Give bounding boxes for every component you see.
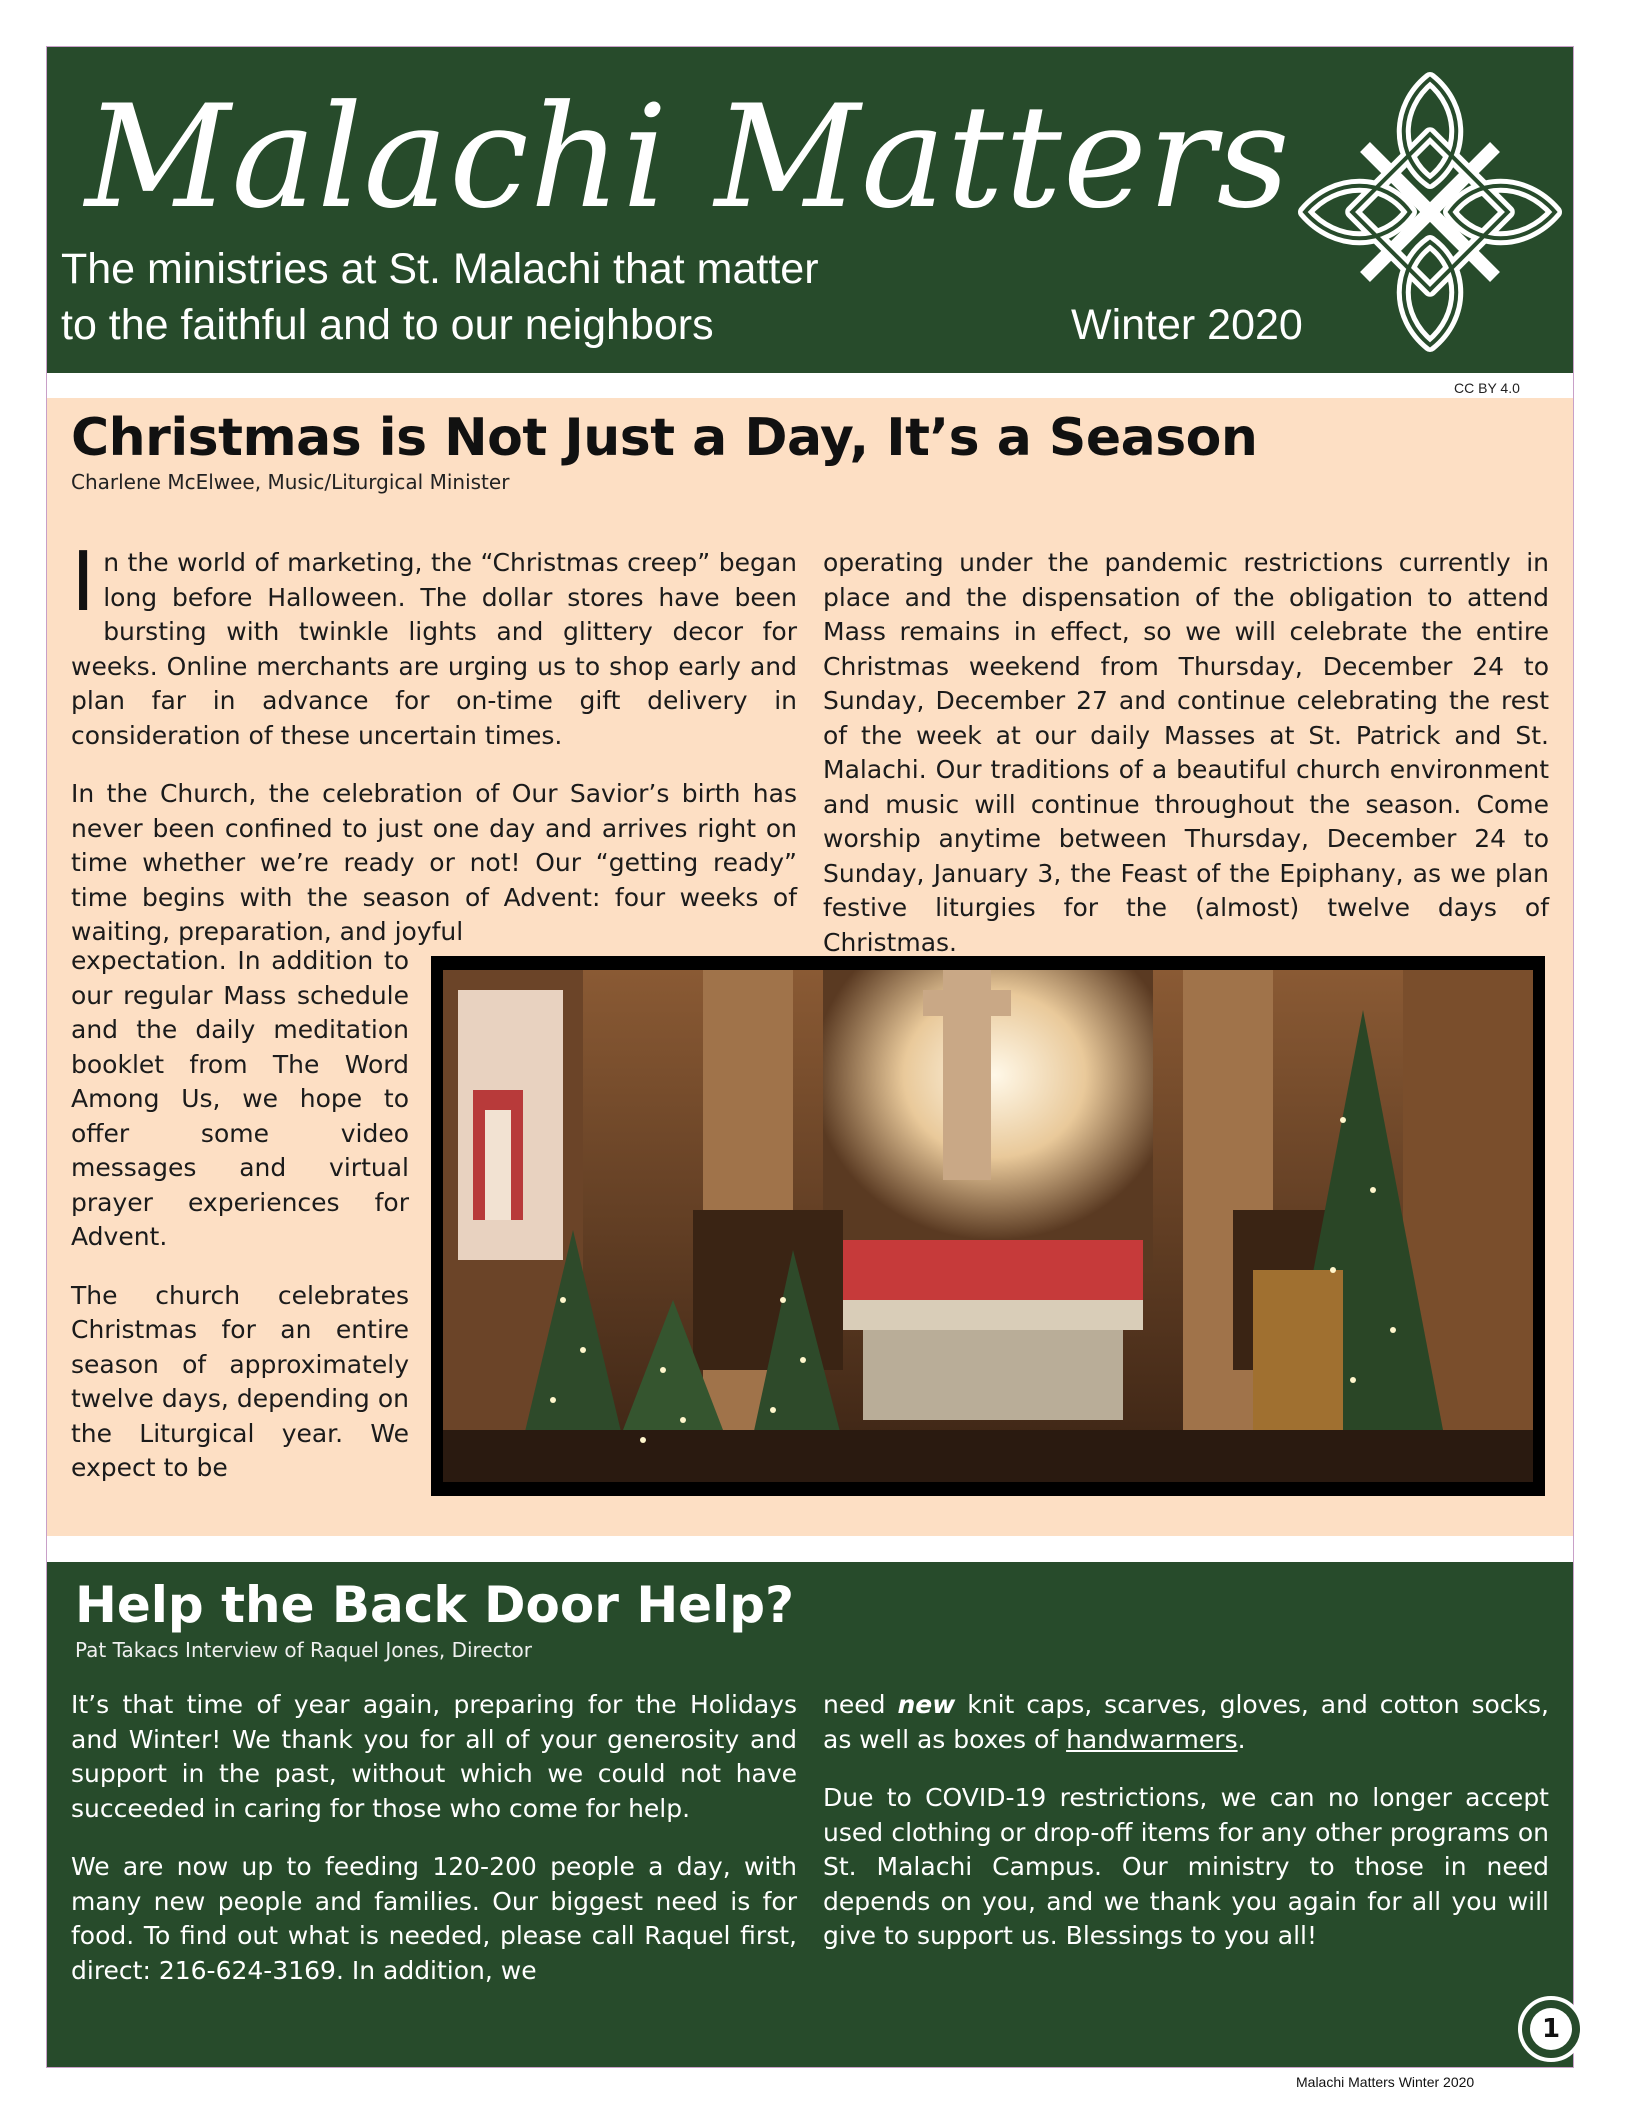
article-1-paragraph-1-text: n the world of marketing, the “Christmas creep” began long before Halloween. The dollar stores have been bursting with twinkle lights and glittery decor for weeks. Online merchants are urging us to shop early and plan far in advance for on-time gift delivery in consideration of these uncertain times. (71, 548, 797, 750)
text-handwarmers: handwarmers (1066, 1724, 1238, 1754)
text-period: . (1237, 1724, 1246, 1754)
text-need: need (823, 1690, 886, 1719)
text-items: knit caps, scarves, gloves, and cotton socks, as well as boxes of (823, 1690, 1550, 1754)
article-1-paragraph-2-continued: expectation. In addition to our regular Mass schedule and the daily meditation booklet from The Word Among Us, we hope to offer some video messages and virtual prayer experiences for Advent. (71, 946, 409, 1251)
article-1-narrow-column (71, 944, 409, 1510)
emphasis-new: new (897, 1690, 956, 1719)
tagline-line-1: The ministries at St. Malachi that matter (61, 245, 819, 293)
masthead (47, 47, 1573, 373)
newsletter-title: Malachi Matters (85, 75, 1291, 240)
article-2-paragraph-3 (823, 1688, 1549, 1757)
celtic-knot-icon (1295, 67, 1565, 357)
article-back-door (47, 1562, 1573, 2067)
article-2-headline: Help the Back Door Help? (75, 1576, 795, 1634)
church-altar-photo (431, 956, 1545, 1496)
article-2-column-1 (71, 1688, 797, 2012)
article-1-paragraph-1 (71, 535, 797, 753)
article-1-paragraph-2: In the Church, the celebration of Our Savior’s birth has never been confined to just one day and arrives right on time whether we’re ready or not! Our “getting ready” time begins with the season of Advent: four weeks of waiting, preparation, and joyful (71, 779, 797, 946)
article-1-column-1 (71, 535, 797, 974)
page-number-badge (1518, 1996, 1584, 2062)
article-2-paragraph-2: We are now up to feeding 120-200 people a day, with many new people and families. Our biggest need is for food. To find out what is needed, please call Raquel first, direct: 216-624-3169. In addition, we (71, 1852, 797, 1985)
article-2-byline: Pat Takacs Interview of Raquel Jones, Director (75, 1638, 532, 1662)
article-2-column-2 (823, 1688, 1549, 1978)
tagline-line-2: to the faithful and to our neighbors (61, 301, 714, 349)
issue-label: Winter 2020 (1071, 301, 1303, 349)
article-1-paragraph-3: The church celebrates Christmas for an entire season of approximately twelve days, depending on the Liturgical year. We expect to be (71, 1280, 409, 1482)
drop-cap: I (71, 535, 96, 630)
article-1-byline: Charlene McElwee, Music/Liturgical Minister (71, 470, 510, 494)
license-label: CC BY 4.0 (1454, 380, 1520, 396)
altar-photo-image (443, 970, 1533, 1482)
article-2-paragraph-1: It’s that time of year again, preparing for the Holidays and Winter! We thank you for all of your generosity and support in the past, without which we could not have succeeded in caring for those who come for help. (71, 1690, 797, 1823)
page-footer: Malachi Matters Winter 2020 (1296, 2074, 1475, 2090)
page-number: 1 (1530, 2008, 1572, 2050)
article-christmas-season (47, 398, 1573, 1536)
article-1-column-2-text: operating under the pandemic restrictions currently in place and the dispensation of the obligation to attend Mass remains in effect, so we will celebrate the entire Christmas weekend from Thursday, December 24 to Sunday, December 27 and continue celebrating the rest of the week at our daily Masses at St. Patrick and St. Malachi. Our traditions of a beautiful church environment and music will continue throughout the season. Come worship anytime between Thursday, December 24 to Sunday, January 3, the Feast of the Epiphany, as we plan festive liturgies for the (almost) twelve days of Christmas. (823, 548, 1549, 957)
article-1-headline: Christmas is Not Just a Day, It’s a Season (71, 408, 1258, 468)
article-1-column-2 (823, 546, 1549, 960)
article-2-paragraph-4: Due to COVID-19 restrictions, we can no longer accept used clothing or drop-off items for any other programs on St. Malachi Campus. Our ministry to those in need depends on you, and we thank you again for all you will give to support us. Blessings to you all! (823, 1783, 1549, 1950)
